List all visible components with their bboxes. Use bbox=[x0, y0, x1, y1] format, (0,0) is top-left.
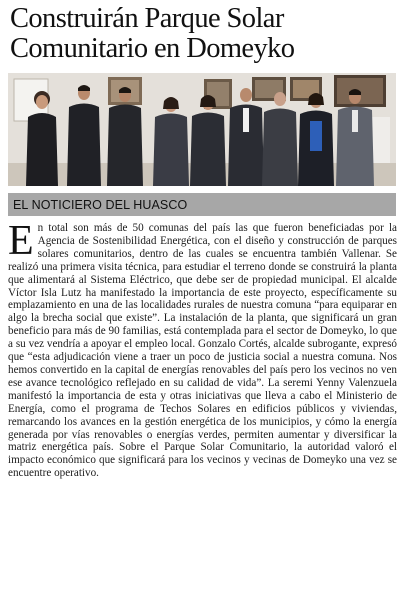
article-paragraph bbox=[8, 218, 397, 480]
section-bar bbox=[8, 193, 396, 216]
group-photo bbox=[8, 73, 396, 186]
section-label: EL NOTICIERO DEL HUASCO bbox=[13, 197, 188, 212]
article-text: n total son más de 50 comunas del país las que fueron beneficiadas por la Agencia de Sostenibilidad Energética, con el diseño y construcción de parques solares comunitarios, dentro de las cuales se encuentra también Vallenar. Se realizó una primera visita técnica, para estudiar el terreno donde se construirá la planta que alimentará al Sistema Eléctrico, que debe ser de propiedad municipal. El alcalde Víctor Isla Lutz ha manifestado la importancia de este proyecto, específicamente su emplazamiento en una de las localidades rurales de nuestra comuna “para equiparar en algo la brecha social que existe”. La instalación de la planta, que significará un gran beneficio para más de 90 familias, está contemplada para el sector de Domeyko, lo que a su vez vendría a apoyar el empleo local. Gonzalo Cortés, alcalde subrogante, expresó que “esta adjudicación viene a traer un poco de justicia social a nuestra comuna. Nos hemos convertido en la capital de energías renovables del país pero los vecinos no ven ese avance tecnológico reflejado en su calidad de vida”. La seremi Yenny Valenzuela manifestó la importancia de esta y otras iniciativas que lleva a cabo el Ministerio de Energía, como el programa de Techos Solares en edificios públicos y viviendas, remarcando los avances en la gestión energética de los municipios, y cómo la energía generada por vías renovables o energías verdes, permiten aumentar y diversificar la matriz energética país. Sobre el Parque Solar Comunitario, la autoridad valoró el impacto económico que significará para los vecinos y vecinas de Domeyko una vez se encuentre operativo. bbox=[8, 222, 397, 480]
article-body bbox=[8, 218, 397, 480]
headline: Construirán Parque Solar Comunitario en Domeyko bbox=[10, 3, 295, 64]
drop-cap: E bbox=[8, 218, 34, 264]
